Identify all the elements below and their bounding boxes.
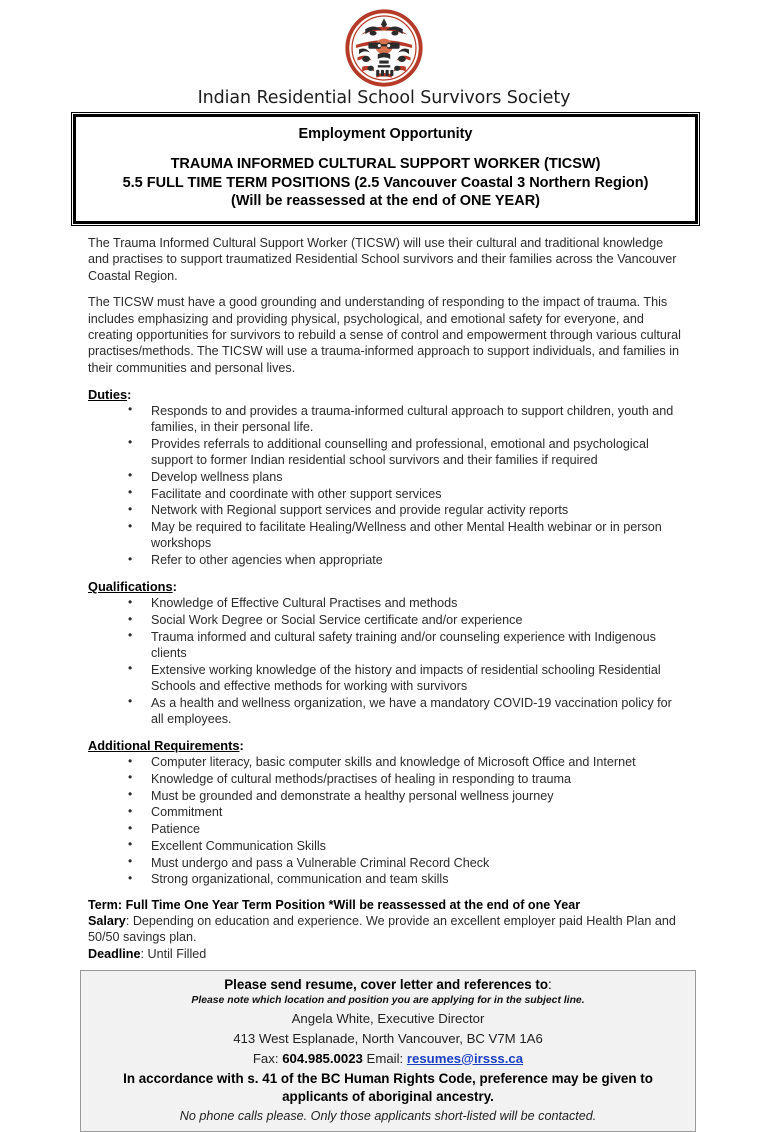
list-item: • Refer to other agencies when appropriate — [88, 552, 684, 568]
human-rights-statement: In accordance with s. 41 of the BC Human Rights Code, preference may be given to applicants of aboriginal ancestry. — [123, 1071, 653, 1104]
section-heading-qualifications: Qualifications: — [88, 579, 177, 595]
term-label: Term — [88, 897, 118, 912]
intro-paragraph-1: The Trauma Informed Cultural Support Worker (TICSW) will use their cultural and traditional knowledge and practises to support traumatized Residential School survivors and their families across the Vancouver Coastal Region. — [88, 236, 677, 283]
qualifications-heading-text: Qualifications — [88, 579, 173, 595]
list-item: • Must undergo and pass a Vulnerable Criminal Record Check — [88, 855, 684, 871]
list-item: • Computer literacy, basic computer skills and knowledge of Microsoft Office and Internet — [88, 754, 684, 770]
organization-name: Indian Residential School Survivors Society — [197, 88, 571, 108]
list-item: • Social Work Degree or Social Service certificate and/or experience — [88, 612, 684, 628]
send-resume-text: Please send resume, cover letter and references to — [224, 977, 549, 993]
additional-requirements-list — [88, 754, 684, 887]
deadline-value: Until Filled — [147, 946, 207, 961]
intro-paragraph-2: The TICSW must have a good grounding and understanding of responding to the impact of trauma. This includes emphasizing and providing physical, psychological, and emotional safety for everyone, and creating opportunities for survivors to rebuild a sense of control and empowerment through various cultural practises/methods. The TICSW will use a trauma-informed approach to support individuals, and families in their communities and personal lives. — [88, 295, 681, 375]
salary-line: Salary: Depending on education and experience. We provide an excellent employer paid Health Plan and 50/50 savings plan. — [88, 913, 676, 945]
term-value: Full Time One Year Term Position *Will be reassessed at the end of one Year — [125, 897, 581, 912]
list-item: • Provides referrals to additional counselling and professional, emotional and psychological support to former Indian residential school survivors and their families if required — [88, 436, 684, 468]
list-item: • Must be grounded and demonstrate a healthy personal wellness journey — [88, 788, 684, 804]
email-label: Email: — [366, 1050, 404, 1066]
fax-email-line — [87, 1050, 689, 1068]
contact-person: Angela White, Executive Director — [291, 1011, 485, 1027]
additional-requirements-heading-text: Additional Requirements — [88, 738, 240, 754]
subject-line-note: Please note which location and position you are applying for in the subject line. — [191, 995, 585, 1007]
duties-heading-text: Duties — [88, 386, 128, 402]
qualifications-list — [88, 595, 684, 727]
positions-line: 5.5 FULL TIME TERM POSITIONS (2.5 Vancouver Coastal 3 Northern Region) — [122, 174, 649, 191]
section-heading-duties: Duties: — [88, 386, 132, 402]
employment-opportunity-label: Employment Opportunity — [298, 126, 473, 142]
organization-header — [0, 0, 768, 108]
contact-address: 413 West Esplanade, North Vancouver, BC V7M 1A6 — [233, 1031, 543, 1047]
list-item: • Network with Regional support services and provide regular activity reports — [88, 502, 684, 518]
term-line: Term: Full Time One Year Term Position *Will be reassessed at the end of one Year — [88, 897, 581, 912]
duties-list — [88, 403, 684, 568]
contact-box — [80, 970, 696, 1132]
send-resume-colon: : — [548, 977, 552, 993]
list-item: • Patience — [88, 821, 684, 837]
email-link[interactable]: resumes@irsss.ca — [406, 1050, 524, 1066]
list-item: • Knowledge of cultural methods/practises of healing in responding to trauma — [88, 771, 684, 787]
job-title: TRAUMA INFORMED CULTURAL SUPPORT WORKER (TICSW) — [170, 156, 601, 172]
list-item: • As a health and wellness organization, we have a mandatory COVID-19 vaccination policy for all employees. — [88, 695, 684, 727]
no-phone-calls-footnote: No phone calls please. Only those applicants short-listed will be contacted. — [179, 1108, 597, 1123]
title-box — [73, 114, 698, 224]
deadline-label: Deadline — [88, 946, 141, 961]
deadline-line: Deadline: Until Filled — [88, 946, 207, 961]
terms-block — [88, 897, 684, 962]
salary-label: Salary — [88, 913, 126, 928]
list-item: • Knowledge of Effective Cultural Practises and methods — [88, 595, 684, 611]
reassessment-line: (Will be reassessed at the end of ONE YEAR) — [230, 193, 541, 210]
list-item: • Strong organizational, communication and team skills — [88, 871, 684, 887]
fax-number: 604.985.0023 — [282, 1050, 363, 1066]
list-item: • May be required to facilitate Healing/Wellness and other Mental Health webinar or in person workshops — [88, 519, 684, 551]
fax-label: Fax: — [252, 1050, 279, 1066]
list-item: • Facilitate and coordinate with other support services — [88, 486, 684, 502]
list-item: • Extensive working knowledge of the history and impacts of residential schooling Residential Schools and effective methods for working with survivors — [88, 662, 684, 694]
list-item: • Develop wellness plans — [88, 469, 684, 485]
list-item: • Commitment — [88, 804, 684, 820]
body-content — [0, 235, 768, 962]
send-resume-heading — [87, 976, 689, 993]
circular-northwest-coast-crest-icon — [345, 9, 423, 87]
list-item: • Excellent Communication Skills — [88, 838, 684, 854]
section-heading-additional-requirements: Additional Requirements: — [88, 738, 244, 754]
list-item: • Trauma informed and cultural safety training and/or counseling experience with Indigenous clients — [88, 629, 684, 661]
list-item: • Responds to and provides a trauma-informed cultural approach to support children, youth and families, in their personal life. — [88, 403, 684, 435]
salary-value: Depending on education and experience. We provide an excellent employer paid Health Plan and 50/50 savings plan. — [88, 913, 676, 945]
